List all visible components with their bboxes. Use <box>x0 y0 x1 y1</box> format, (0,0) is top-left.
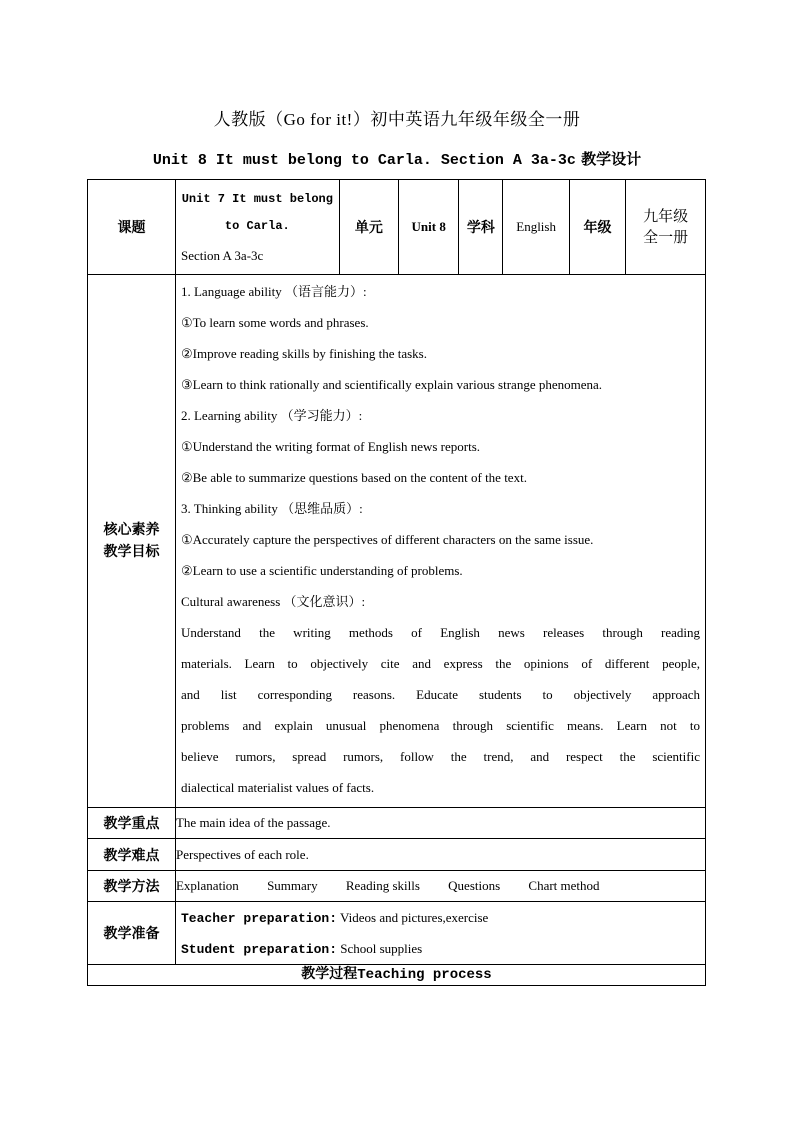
student-preparation-label: Student preparation: <box>180 942 338 957</box>
key-points-value: The main idea of the passage. <box>175 808 705 839</box>
topic-cell <box>175 180 339 275</box>
grade-value <box>626 180 706 275</box>
objective-line: ①Understand the writing format of English news reports. <box>180 439 481 454</box>
topic-line-3: Section A 3a-3c <box>180 248 264 263</box>
difficulties-label: 教学难点 <box>88 839 176 871</box>
objectives-row <box>88 275 706 808</box>
unit-label: 单元 <box>339 180 398 275</box>
objective-line: ②Learn to use a scientific understanding of problems. <box>180 563 463 578</box>
lesson-plan-table <box>87 179 706 986</box>
objective-line: 1. Language ability （语言能力）: <box>180 284 367 299</box>
process-row <box>88 965 706 986</box>
subject-value: English <box>503 180 570 275</box>
method-item: Reading skills <box>345 878 420 893</box>
teacher-preparation-value: Videos and pictures,exercise <box>340 910 489 925</box>
subtitle-english: Unit 8 It must belong to Carla. Section A 3a-3c <box>152 152 576 169</box>
process-heading-english: Teaching process <box>357 967 492 983</box>
culture-paragraph-line: believe rumors, spread rumors, follow the trend, and respect the scientific <box>180 749 700 764</box>
teacher-preparation <box>181 902 700 933</box>
subtitle-chinese: 教学设计 <box>581 150 642 168</box>
method-item: Summary <box>267 878 318 893</box>
preparation-row <box>88 902 706 965</box>
grade-value-line-1: 九年级 <box>643 207 689 225</box>
topic-line-2: to Carla. <box>224 219 290 233</box>
objective-line: ②Improve reading skills by finishing the tasks. <box>180 346 427 361</box>
objective-line: ①Accurately capture the perspectives of different characters on the same issue. <box>180 532 594 547</box>
objective-line: 2. Learning ability （学习能力）: <box>180 408 363 423</box>
objective-line: 3. Thinking ability （思维品质）: <box>180 501 363 516</box>
culture-paragraph-line: and list corresponding reasons. Educate students to objectively approach <box>180 687 700 702</box>
grade-value-line-2: 全一册 <box>643 228 689 246</box>
topic-line-1: Unit 7 It must belong <box>181 192 333 206</box>
preparation-label: 教学准备 <box>88 902 176 965</box>
culture-paragraph-line: materials. Learn to objectively cite and express the opinions of different people, <box>180 656 700 671</box>
student-preparation-value: School supplies <box>340 941 423 956</box>
methods-label: 教学方法 <box>88 871 176 902</box>
methods-list <box>175 871 705 902</box>
method-item: Explanation <box>175 878 239 893</box>
document-title: 人教版（Go for it!）初中英语九年级年级全一册 <box>213 110 581 129</box>
culture-paragraph-last-line: dialectical materialist values of facts. <box>180 780 375 795</box>
topic-label: 课题 <box>88 180 176 275</box>
objectives-content <box>175 275 705 808</box>
unit-value: Unit 8 <box>399 180 459 275</box>
method-item: Chart method <box>528 878 600 893</box>
difficulties-value: Perspectives of each role. <box>175 839 705 871</box>
preparation-content <box>175 902 705 965</box>
culture-paragraph-line: Understand the writing methods of English news releases through reading <box>180 625 700 640</box>
objectives-label-line-1: 核心素养 <box>103 522 160 538</box>
culture-paragraph-line: problems and explain unusual phenomena through scientific means. Learn not to <box>180 718 700 733</box>
difficulties-row <box>88 839 706 871</box>
objectives-label <box>88 275 176 808</box>
objectives-label-line-2: 教学目标 <box>103 544 160 560</box>
document-subtitle <box>0 148 794 169</box>
grade-label: 年级 <box>569 180 625 275</box>
key-points-label: 教学重点 <box>88 808 176 839</box>
objective-line: Cultural awareness （文化意识）: <box>180 594 366 609</box>
process-heading-chinese: 教学过程 <box>301 967 358 982</box>
teacher-preparation-label: Teacher preparation: <box>180 911 338 926</box>
student-preparation <box>181 933 700 964</box>
objective-line: ③Learn to think rationally and scientifically explain various strange phenomena. <box>180 377 603 392</box>
subject-label: 学科 <box>459 180 503 275</box>
objective-line: ①To learn some words and phrases. <box>180 315 369 330</box>
info-row <box>88 180 706 275</box>
teaching-process-heading <box>88 965 706 986</box>
objective-line: ②Be able to summarize questions based on the content of the text. <box>180 470 527 485</box>
key-points-row <box>88 808 706 839</box>
method-item: Questions <box>448 878 501 893</box>
methods-row <box>88 871 706 902</box>
